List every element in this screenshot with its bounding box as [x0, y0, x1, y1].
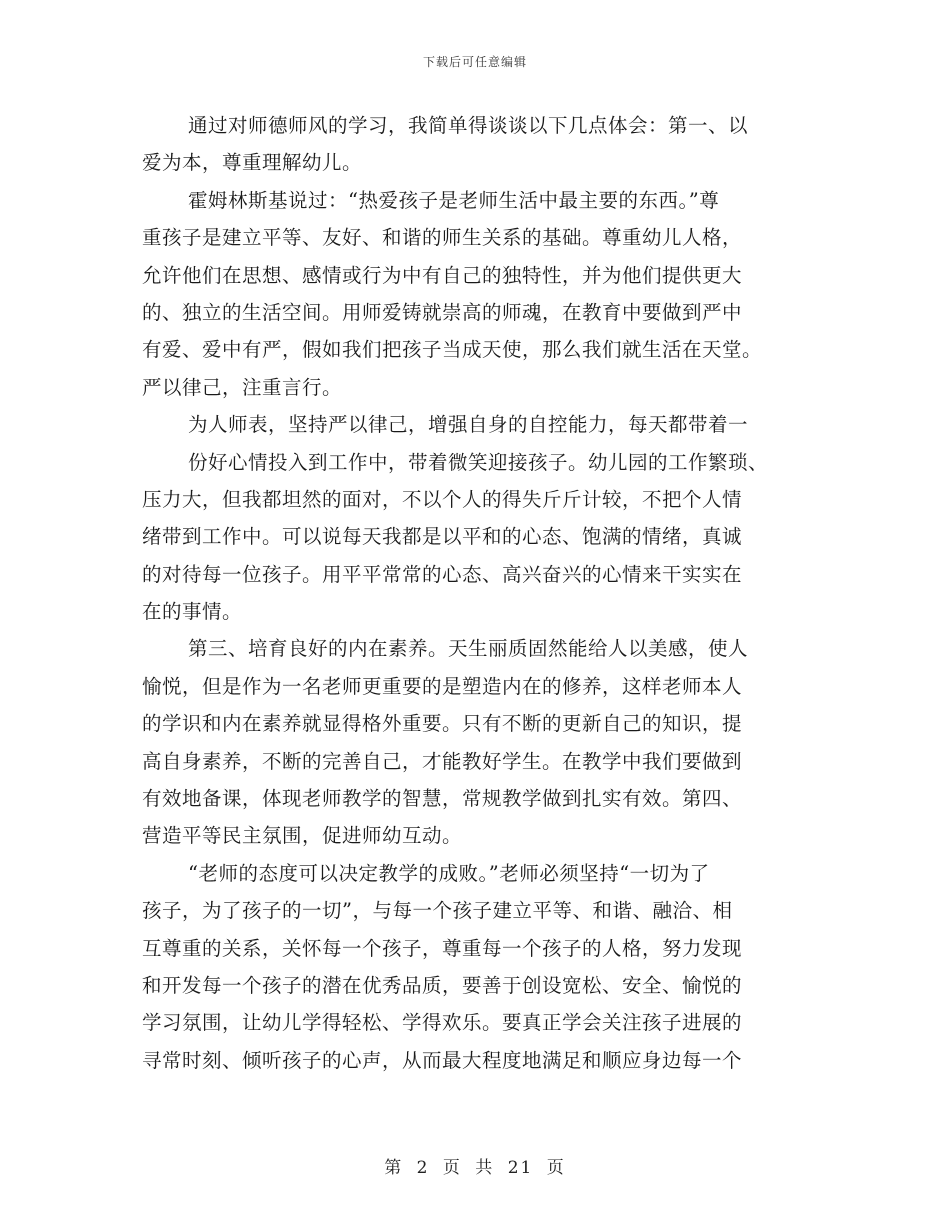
text-line: 有效地备课，体现老师教学的智慧，常规教学做到扎实有效。第四、 [142, 787, 743, 811]
text-line: 营造平等民主氛围，促进师幼互动。 [142, 824, 463, 848]
text-line: 第三、培育良好的内在素养。天生丽质固然能给人以美感，使人 [188, 637, 749, 661]
text-line: 为人师表，坚持严以律己，增强自身的自控能力，每天都带着一 [188, 413, 749, 437]
text-line: 在的事情。 [142, 600, 243, 624]
text-line: 允许他们在思想、感情或行为中有自己的独特性，并为他们提供更大 [142, 263, 743, 287]
text-line: 有爱、爱中有严，假如我们把孩子当成天使，那么我们就生活在天堂。 [142, 338, 763, 362]
page-header: 下载后可任意编辑 [422, 55, 527, 69]
text-line: 孩子，为了孩子的一切”，与每一个孩子建立平等、和谐、融洽、相 [142, 899, 733, 923]
text-line: 份好心情投入到工作中，带着微笑迎接孩子。幼儿园的工作繁琐、 [188, 450, 769, 474]
text-line: 严以律己，注重言行。 [142, 375, 343, 399]
text-line: 寻常时刻、倾听孩子的心声，从而最大程度地满足和顺应身边每一个 [142, 1048, 743, 1072]
text-line: 绪带到工作中。可以说每天我都是以平和的心态、饱满的情绪，真诚 [142, 525, 743, 549]
text-line: 高自身素养，不断的完善自己，才能教好学生。在教学中我们要做到 [142, 749, 743, 773]
page-footer: 第 2 页 共 21 页 [384, 1158, 566, 1178]
text-line: 互尊重的关系，关怀每一个孩子，尊重每一个孩子的人格，努力发现 [142, 936, 743, 960]
text-line: 的对待每一位孩子。用平平常常的心态、高兴奋兴的心情来干实实在 [142, 562, 743, 586]
text-line: 的、独立的生活空间。用师爱铸就崇高的师魂，在教育中要做到严中 [142, 300, 743, 324]
text-line: 霍姆林斯基说过：“热爱孩子是老师生活中最主要的东西。”尊 [188, 188, 720, 212]
text-line: 通过对师德师风的学习，我简单得谈谈以下几点体会：第一、以 [188, 114, 749, 137]
text-line: 压力大，但我都坦然的面对，不以个人的得失斤斤计较，不把个人情 [142, 487, 743, 511]
text-line: “老师的态度可以决定教学的成败。”老师必须坚持“一切为了 [188, 861, 710, 885]
text-line: 的学识和内在素养就显得格外重要。只有不断的更新自己的知识，提 [142, 712, 743, 736]
document-body [142, 107, 802, 1079]
text-line: 学习氛围，让幼儿学得轻松、学得欢乐。要真正学会关注孩子进展的 [142, 1011, 743, 1035]
text-line: 重孩子是建立平等、友好、和谐的师生关系的基础。尊重幼儿人格， [142, 226, 743, 250]
text-line: 愉悦，但是作为一名老师更重要的是塑造内在的修养，这样老师本人 [142, 674, 743, 698]
text-line: 和开发每一个孩子的潜在优秀品质，要善于创设宽松、安全、愉悦的 [142, 973, 743, 997]
text-line: 爱为本，尊重理解幼儿。 [142, 151, 363, 175]
